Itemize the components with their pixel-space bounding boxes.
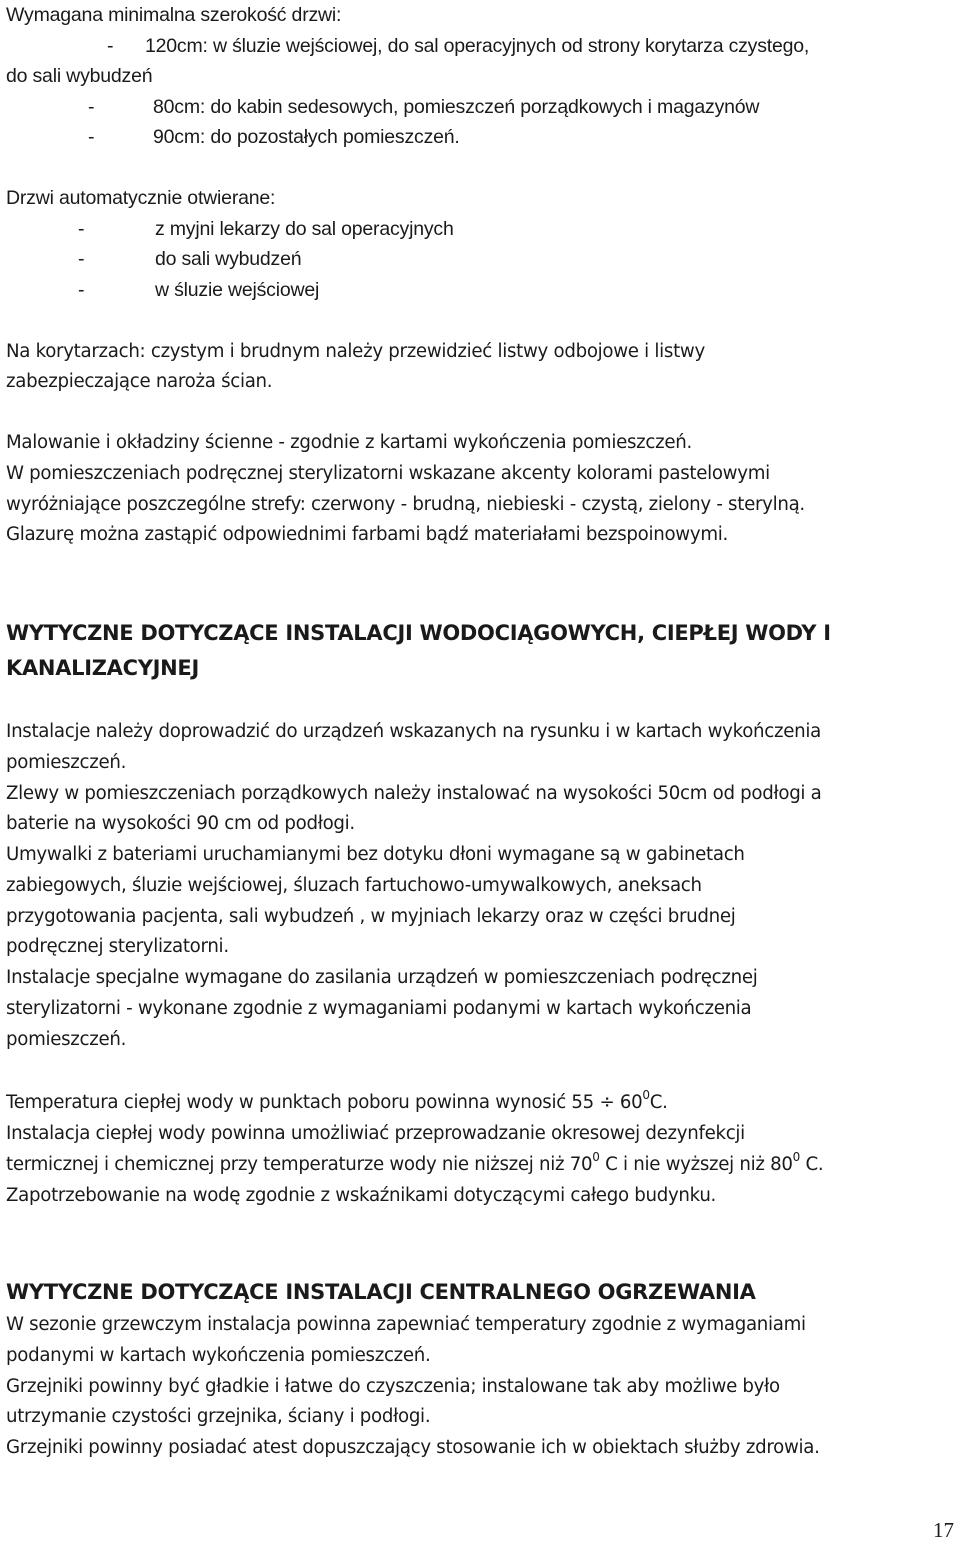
finishes-text: Malowanie i okładziny ścienne - zgodnie z kartami wykończenia pomieszczeń. [6,432,692,453]
disinfection-text: termicznej i chemicznej przy temperaturze wody nie niższej niż 70 [6,1154,593,1175]
disinfection-text: Instalacja ciepłej wody powinna umożliwiać przeprowadzanie okresowej dezynfekcji [6,1123,745,1144]
water-demand-text: Zapotrzebowanie na wodę zgodnie z wskaźnikami dotyczącymi całego budynku. [6,1185,717,1206]
auto-doors-heading: Drzwi automatycznie otwierane: [6,187,276,209]
water-paragraph: pomieszczeń. [6,752,127,773]
water-paragraph: zabiegowych, śluzie wejściowej, śluzach fartuchowo-umywalkowych, aneksach [6,875,702,896]
water-temperature-line [6,1088,668,1118]
degree-superscript: 0 [642,1087,650,1102]
degree-superscript: 0 [792,1149,801,1164]
list-dash: - [78,279,85,301]
door-width-item: 80cm: do kabin sedesowych, pomieszczeń porządkowych i magazynów [153,96,760,118]
temperature-unit: C. [649,1092,668,1113]
heating-paragraph: podanymi w kartach wykończenia pomieszczeń. [6,1345,431,1366]
heating-section-heading: WYTYCZNE DOTYCZĄCE INSTALACJI CENTRALNEGO OGRZEWANIA [6,1280,756,1304]
page-number: 17 [933,1518,954,1542]
water-paragraph: Instalacje specjalne wymagane do zasilania urządzeń w pomieszczeniach podręcznej [6,967,758,988]
water-paragraph: przygotowania pacjenta, sali wybudzeń , w myjniach lekarzy oraz w części brudnej [6,906,736,927]
auto-doors-item: w śluzie wejściowej [155,279,320,301]
list-dash: - [78,248,85,270]
auto-doors-item: do sali wybudzeń [155,248,302,270]
finishes-text: wyróżniające poszczególne strefy: czerwony - brudną, niebieski - czystą, zielony - sterylną. [6,494,805,515]
corridors-text: Na korytarzach: czystym i brudnym należy przewidzieć listwy odbojowe i listwy [6,341,705,362]
water-section-heading: KANALIZACYJNEJ [6,656,199,680]
water-paragraph: Umywalki z bateriami uruchamianymi bez dotyku dłoni wymagane są w gabinetach [6,844,745,865]
heating-paragraph: Grzejniki powinny być gładkie i łatwe do czyszczenia; instalowane tak aby możliwe było [6,1376,780,1397]
finishes-text: Glazurę można zastąpić odpowiednimi farbami bądź materiałami bezspoinowymi. [6,524,728,545]
auto-doors-item: z myjni lekarzy do sal operacyjnych [155,218,454,240]
heating-paragraph: Grzejniki powinny posiadać atest dopuszczający stosowanie ich w obiektach służby zdrowia. [6,1437,820,1458]
list-dash: - [78,218,85,240]
water-paragraph: podręcznej sterylizatorni. [6,936,229,957]
list-dash: - [88,96,95,118]
water-paragraph: baterie na wysokości 90 cm od podłogi. [6,813,355,834]
heating-paragraph: W sezonie grzewczym instalacja powinna zapewniać temperatury zgodnie z wymaganiami [6,1314,806,1335]
door-width-item: 90cm: do pozostałych pomieszczeń. [153,126,460,148]
divide-symbol: ÷ [599,1092,615,1113]
heating-paragraph: utrzymanie czystości grzejnika, ściany i podłogi. [6,1406,431,1427]
disinfection-text-line2 [6,1150,823,1180]
water-section-heading: WYTYCZNE DOTYCZĄCE INSTALACJI WODOCIĄGOWYCH, CIEPŁEJ WODY I [6,621,831,645]
door-width-item-continued: do sali wybudzeń [6,65,153,87]
disinfection-text: C i nie wyższej niż 80 [599,1154,793,1175]
temperature-text: Temperatura ciepłej wody w punktach poboru powinna wynosić 55 [6,1092,600,1113]
door-width-heading: Wymagana minimalna szerokość drzwi: [6,4,342,26]
finishes-text: W pomieszczeniach podręcznej sterylizatorni wskazane akcenty kolorami pastelowymi [6,463,770,484]
degree-superscript: 0 [592,1149,600,1164]
list-dash: - [107,35,114,57]
water-paragraph: Instalacje należy doprowadzić do urządzeń wskazanych na rysunku i w kartach wykończenia [6,721,821,742]
temperature-value: 60 [614,1092,643,1113]
water-paragraph: sterylizatorni - wykonane zgodnie z wymaganiami podanymi w kartach wykończenia [6,998,752,1019]
water-paragraph: Zlewy w pomieszczeniach porządkowych należy instalować na wysokości 50cm od podłogi a [6,783,822,804]
corridors-text: zabezpieczające naroża ścian. [6,371,273,392]
door-width-item: 120cm: w śluzie wejściowej, do sal operacyjnych od strony korytarza czystego, [145,35,810,57]
disinfection-text: C. [800,1154,824,1175]
list-dash: - [88,126,95,148]
water-paragraph: pomieszczeń. [6,1029,127,1050]
